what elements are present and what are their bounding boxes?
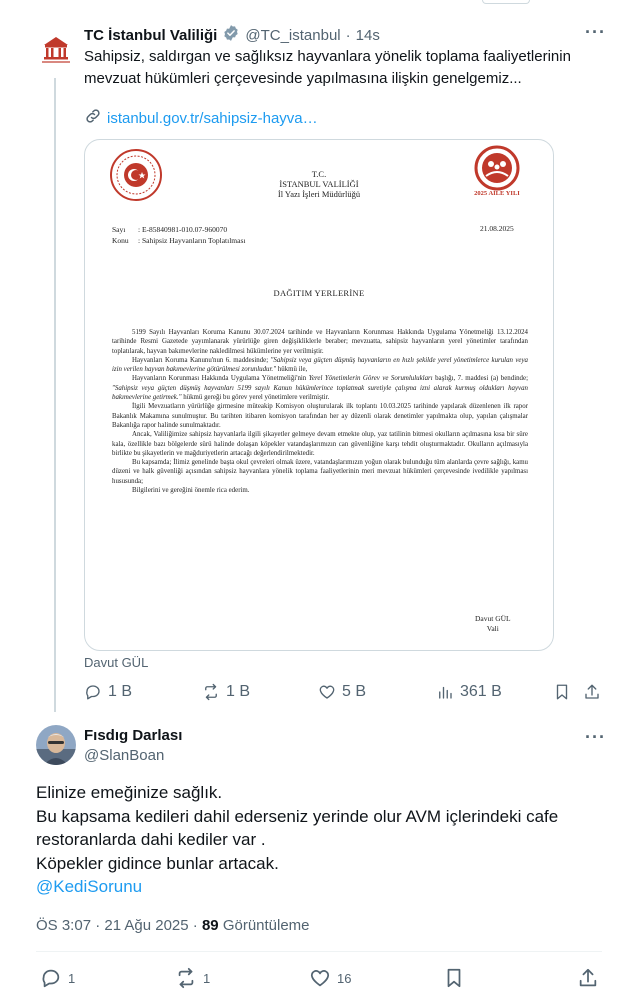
views-label: Görüntüleme [222, 917, 310, 934]
author-name[interactable]: TC İstanbul Valiliği [84, 26, 218, 44]
tweet-text-line: restoranlarda dahi kediler var . [36, 830, 266, 849]
istanbul-valiligi-logo-avatar[interactable] [36, 28, 76, 68]
konu-label: Konu [112, 236, 129, 245]
share-button[interactable] [583, 683, 601, 701]
doc-paragraph: 5199 Sayılı Hayvanları Koruma Kanunu 30.07.2024 tarihinde ve Hayvanların Korunması Hakkında Uygulama Yönetmeliği 13.12.2024 tarihinde Resmi Gazetede yayımlanarak yürürlüğe giren değişikliklerle beraber; mevzuatta, sahipsiz hayvanların yerel yönetimler tarafından toplatılarak, hayvan bakımevlerine nakledilmesi hükümlerine yer verilmiştir. [112, 329, 528, 355]
bookmark-icon [553, 683, 571, 701]
quoted-tweet-text [84, 46, 604, 90]
reply-count: 1 B [108, 683, 133, 700]
doc-signature [475, 614, 511, 634]
previous-card-edge [482, 0, 530, 4]
like-button[interactable] [309, 967, 351, 989]
family-year-label: 2025 AİLE YILI [474, 190, 520, 197]
like-count: 5 B [342, 683, 367, 700]
image-caption: Davut GÜL [84, 655, 149, 670]
heart-icon [318, 683, 336, 701]
reply-tweet-text [36, 781, 596, 899]
more-options-icon[interactable]: ··· [585, 22, 606, 42]
reply-icon [40, 967, 62, 989]
tweet-text-line: mevzuat hükümleri çerçevesinde yapılmasına ilişkin genelgemiz... [84, 70, 522, 87]
repost-icon [175, 967, 197, 989]
reply-icon [84, 683, 102, 701]
doc-quote: Yerel Yönetimlerin Görev ve Sorumlulukları [308, 375, 433, 383]
share-button[interactable] [577, 967, 599, 989]
repost-button[interactable] [202, 683, 250, 701]
doc-title: DAĞITIM YERLERİNE [273, 288, 365, 298]
konu-value: : Sahipsiz Hayvanların Toplatılması [138, 236, 246, 245]
doc-paragraph: Bilgilerini ve gereğini önemle rica ederim. [132, 487, 250, 495]
repost-icon [202, 683, 220, 701]
views-button[interactable] [436, 683, 502, 701]
document-image[interactable] [84, 139, 554, 651]
doc-header-tc: T.C. [311, 169, 327, 179]
share-icon [577, 967, 599, 989]
bookmark-icon [443, 967, 465, 989]
sayi-label: Sayı [112, 225, 126, 234]
doc-paragraph: Ancak, Valiliğimize sahipsiz hayvanlarla ilgili şikayetler gelmeye devam etmekte olup, yaz tatilinin bitmesi okulların açılmasına kısa bir süre kala, özellikle bazı bölgelerde sürü halinde dolaşan köpekler vatandaşlarımızın can güvenliğine karşı tehdit oluşturmaktadır. Okulların açılmasıyla birlikte bu şikayetlerin ve mağduriyetlerin artacağı değerlendirilmektedir. [112, 431, 528, 457]
doc-text: Hayvanların Korunması Hakkında Uygulama Yönetmeliği'nin [132, 375, 307, 383]
repost-count: 1 B [226, 683, 251, 700]
signer-name: Davut GÜL [475, 614, 511, 623]
doc-text: hükmü ile, [277, 366, 308, 374]
repost-count: 1 [203, 970, 211, 986]
doc-text: başlığı, 7. maddesi (a) bendinde; [435, 375, 528, 383]
thread-line [54, 78, 56, 712]
sayi-value: : E-85840981-010.07-960070 [138, 225, 228, 234]
avatar[interactable] [36, 725, 76, 765]
like-count: 16 [337, 970, 352, 986]
mention-link[interactable]: @KediSorunu [36, 877, 143, 896]
views-chart-icon [436, 683, 454, 701]
repost-button[interactable] [175, 967, 210, 989]
bookmark-button[interactable] [443, 967, 465, 989]
doc-paragraph: Bu kapsamda; İlimiz genelinde başta okul çevreleri olmak üzere, vatandaşlarımızın yoğun olarak bulunduğu tüm alanlarda çevre sağlığı, kamu düzeni ve halk güvenliği açısından sahipsiz hayvanlara yönelik toplama faaliyetlerinin meri mevzuat hükümleri çerçevesinde ivedilikle yapılması hususunda; [112, 459, 528, 485]
divider [36, 951, 602, 952]
doc-text: Hayvanları Koruma Kanunu'nun 6. maddesinde; [132, 356, 269, 364]
reply-button[interactable] [40, 967, 75, 989]
doc-quote: "Sahipsiz veya güçten düşmüş hayvanları 5199 sayılı Kanun hükümlerince toplatmak suretiyle çalışma izni alarak kurmuş oldukları hayvan bakımevlerine getirmek." [112, 384, 528, 402]
author-handle[interactable]: @SlanBoan [84, 747, 165, 764]
doc-paragraph [112, 374, 528, 402]
author-name[interactable]: Fısdıg Darlası [84, 727, 183, 744]
signer-title: Vali [486, 624, 499, 633]
more-options-icon[interactable]: ··· [585, 727, 606, 747]
doc-text: hükmü gereği bu görev yerel yönetimlere verilmiştir. [183, 394, 330, 402]
doc-body [112, 328, 528, 495]
doc-date: 21.08.2025 [480, 224, 514, 233]
tweet-text-line: Bu kapsama kedileri dahil ederseniz yerinde olur AVM içlerindeki cafe [36, 806, 559, 826]
heart-icon [309, 967, 331, 989]
quoted-tweet-header [84, 24, 380, 46]
link-text[interactable]: istanbul.gov.tr/sahipsiz-hayva… [107, 109, 318, 127]
bookmark-button[interactable] [553, 683, 571, 701]
views-count: 361 B [460, 683, 502, 700]
tweet-metadata [36, 917, 310, 934]
doc-paragraph: İlgili Mevzuatların yürürlüğe girmesine müteakip Komisyon oluşturularak ilk toplantı 10.03.2025 tarihinde yapılarak düzenlenen ilk rapor Bakanlık Makamına sunulmuştur. Bu tarihten itibaren komisyon tarafından her ay düzenli olarak denetimler yapılmakta olup, yapılan çalışmalar Bakanlığa rapor halinde sunulmaktadır. [112, 403, 528, 429]
doc-header-mudurluk: İl Yazı İşleri Müdürlüğü [277, 189, 361, 199]
reply-count: 1 [68, 970, 76, 986]
author-handle[interactable]: @TC_istanbul [245, 26, 341, 44]
tweet-text-line: Elinize emeğinize sağlık. [36, 783, 223, 802]
tweet-text-line: Sahipsiz, saldırgan ve sağlıksız hayvanlara yönelik toplama faaliyetlerinin [84, 48, 571, 65]
tweet-time[interactable]: 14s [355, 26, 380, 44]
separator-dot: · [345, 26, 351, 44]
tweet-timestamp[interactable]: ÖS 3:07 · 21 Ağu 2025 · [36, 917, 202, 934]
verified-badge-icon [222, 24, 240, 46]
link-icon [84, 107, 102, 129]
tweet-link[interactable] [84, 107, 318, 129]
like-button[interactable] [318, 683, 366, 701]
doc-paragraph [112, 356, 528, 375]
doc-quote: "Sahipsiz veya güçten düşmüş hayvanların en hızlı şekilde yerel yönetimlerce kurulan veya izin verilen hayvan bakımevlerine götürülmesi zorunludur." [112, 356, 528, 374]
reply-button[interactable] [84, 683, 132, 701]
share-icon [583, 683, 601, 701]
doc-meta [112, 224, 245, 246]
views-count: 89 [201, 917, 219, 934]
tweet-text-line: Köpekler gidince bunlar artacak. [36, 853, 279, 873]
doc-header-valilik: İSTANBUL VALİLİĞİ [279, 179, 359, 189]
